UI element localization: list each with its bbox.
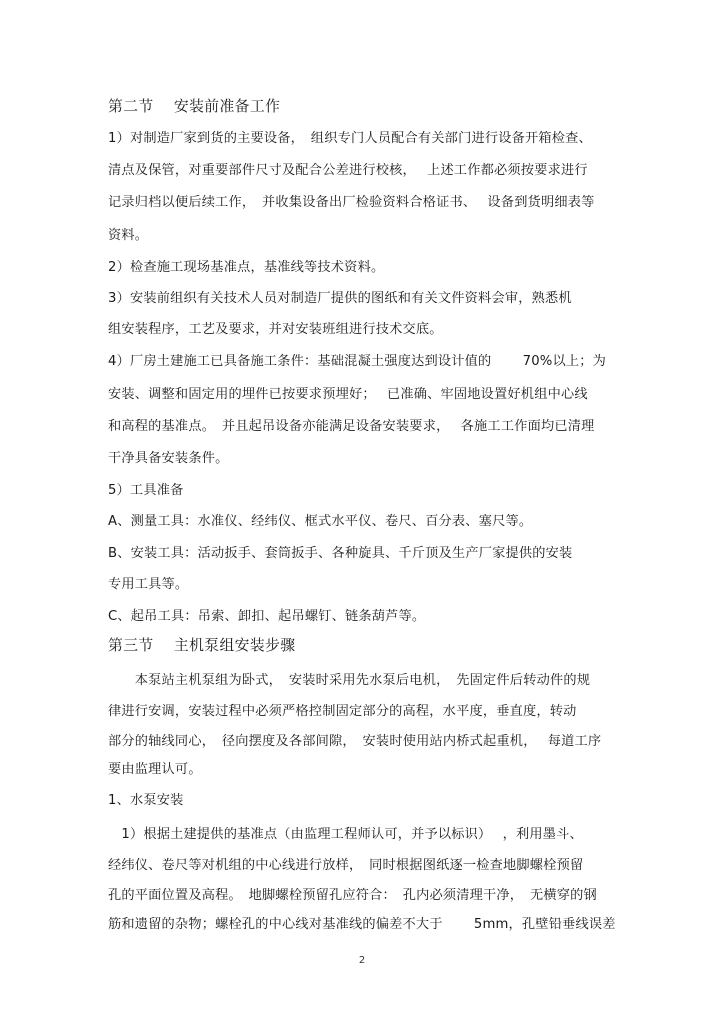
paragraph-line: 本泵站主机泵组为卧式， 安装时采用先水泵后电机， 先固定件后转动件的规 bbox=[108, 673, 591, 688]
paragraph-line: 2）检查施工现场基准点，基准线等技术资料。 bbox=[108, 260, 385, 275]
paragraph-line: 清点及保管，对重要部件尺寸及配合公差进行校核， 上述工作都必须按要求进行 bbox=[108, 163, 588, 178]
paragraph-line: 要由监理认可。 bbox=[108, 762, 202, 777]
paragraph-line: 4）厂房土建施工已具备施工条件：基础混凝土强度达到设计值的 70%以上；为 bbox=[108, 354, 607, 369]
paragraph-line: 组安装程序，工艺及要求，并对安装班组进行技术交底。 bbox=[108, 322, 443, 337]
paragraph-line: 安装、调整和固定用的埋件已按要求预埋好； 已准确、牢固地设置好机组中心线 bbox=[108, 387, 588, 402]
paragraph-line: 资料。 bbox=[108, 228, 149, 243]
paragraph-line: 干净具备安装条件。 bbox=[108, 451, 229, 466]
list-item-line: C、起吊工具：吊索、卸扣、起吊螺钉、链条葫芦等。 bbox=[108, 609, 426, 624]
paragraph-line: 1）对制造厂家到货的主要设备， 组织专门人员配合有关部门进行设备开箱检查、 bbox=[108, 131, 592, 146]
list-item-line: A、测量工具：水准仪、经纬仪、框式水平仪、卷尺、百分表、塞尺等。 bbox=[108, 514, 533, 529]
paragraph-line: 和高程的基准点。 并且起吊设备亦能满足设备安装要求， 各施工工作面均已清理 bbox=[108, 419, 595, 434]
page-number: 2 bbox=[358, 955, 366, 966]
list-item-line: 专用工具等。 bbox=[108, 577, 189, 592]
paragraph-line: 1）根据土建提供的基准点（由监理工程师认可，并予以标识） ，利用墨斗、 bbox=[108, 827, 583, 842]
paragraph-line: 5）工具准备 bbox=[108, 483, 184, 498]
paragraph-line: 孔的平面位置及高程。 地脚螺栓预留孔应符合： 孔内必须清理干净， 无横穿的钢 bbox=[108, 888, 597, 903]
subsection-heading: 1、水泵安装 bbox=[108, 793, 184, 808]
section-heading-3: 第三节 主机泵组安装步骤 bbox=[108, 637, 296, 654]
list-item-line: B、安装工具：活动扳手、套筒扳手、各种旋具、千斤顶及生产厂家提供的安装 bbox=[108, 546, 573, 561]
section-heading-2: 第二节 安装前准备工作 bbox=[108, 98, 281, 115]
paragraph-line: 3）安装前组织有关技术人员对制造厂提供的图纸和有关文件资料会审，熟悉机 bbox=[108, 291, 572, 306]
paragraph-line: 记录归档以便后续工作， 并收集设备出厂检验资料合格证书、 设备到货明细表等 bbox=[108, 195, 595, 210]
paragraph-line: 经纬仪、卷尺等对机组的中心线进行放样， 同时根据图纸逐一检查地脚螺栓预留 bbox=[108, 858, 584, 873]
paragraph-line: 部分的轴线同心， 径向摆度及各部间隙， 安装时使用站内桥式起重机， 每道工序 bbox=[108, 734, 602, 749]
paragraph-line: 律进行安调，安装过程中必须严格控制固定部分的高程，水平度，垂直度，转动 bbox=[108, 704, 577, 719]
paragraph-line: 筋和遗留的杂物；螺栓孔的中心线对基准线的偏差不大于 5mm，孔壁铅垂线误差 bbox=[108, 917, 616, 932]
